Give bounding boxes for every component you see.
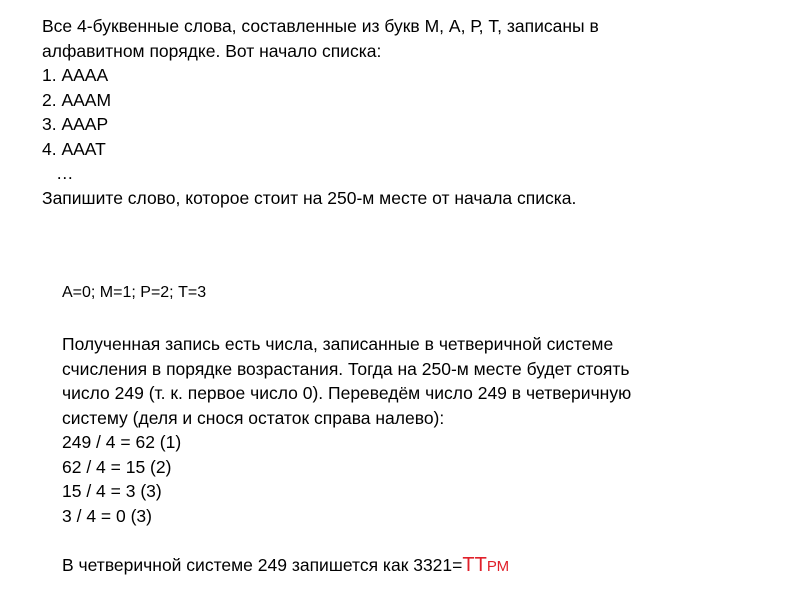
spacer [62,528,752,553]
answer-prefix: В четверичной системе 249 запишется как 3321= [62,554,463,575]
division-step: 3 / 4 = 0 (3) [62,505,152,526]
problem-line: алфавитном порядке. Вот начало списка: [42,40,382,61]
division-step: 249 / 4 = 62 (1) [62,432,182,452]
list-item: 4. АААТ [42,138,106,159]
solution-line: счисления в порядке возрастания. Тогда на 250-м месте будет стоять [62,358,630,379]
list-item: 3. АААР [42,114,109,134]
list-ellipsis: … [56,163,74,183]
letter-digit-mapping: А=0; М=1; Р=2; Т=3 [62,284,207,301]
solution-line: число 249 (т. к. первое число 0). Переведём число 249 в четверичную [62,383,632,403]
division-step: 62 / 4 = 15 (2) [62,456,172,477]
answer-line [62,553,752,580]
problem-question: Запишите слово, которое стоит на 250-м месте от начала списка. [42,187,577,208]
answer-word-big: ТТ [462,553,487,576]
solution-line: Полученная запись есть числа, записанные в четверичной системе [62,334,614,354]
division-step: 15 / 4 = 3 (3) [62,481,162,501]
list-item: 2. АААМ [42,89,112,110]
list-item: 1. АААА [42,65,109,85]
solution-text [62,332,752,579]
problem-line: Все 4-буквенные слова, составленные из букв М, А, Р, Т, записаны в [42,16,599,36]
answer-word-small: РМ [486,557,510,575]
solution-line: систему (деля и снося остаток справа налево): [62,407,445,428]
problem-statement [42,14,742,210]
